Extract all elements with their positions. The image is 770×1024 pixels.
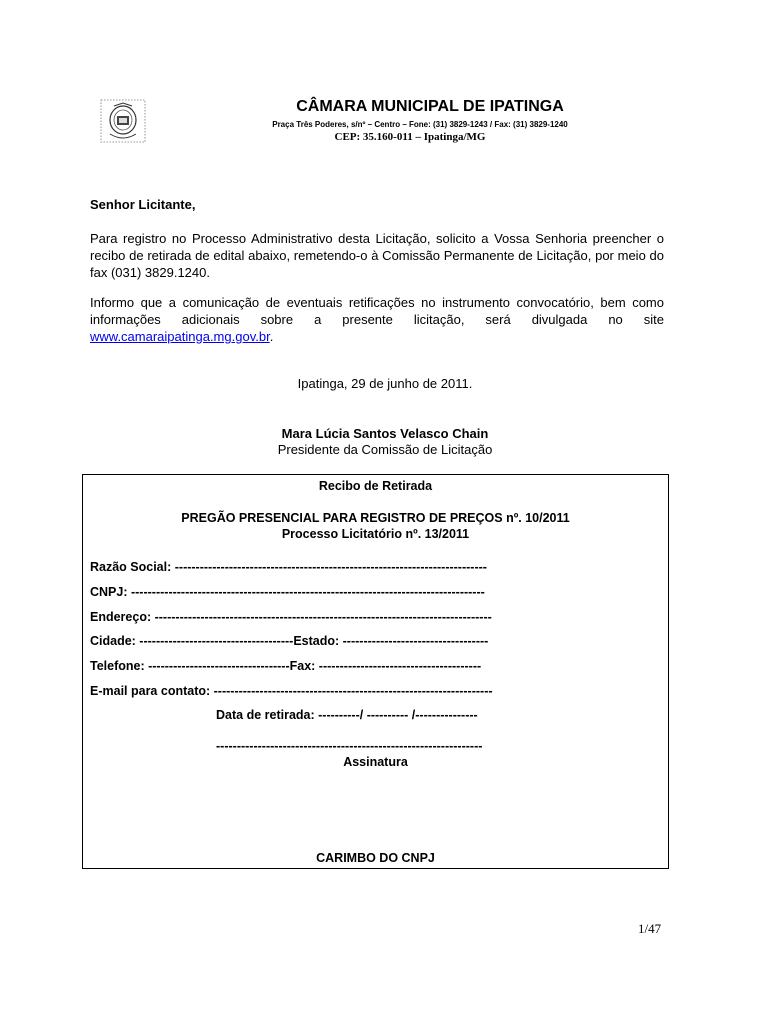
letter-paragraph-1: Para registro no Processo Administrativo desta Licitação, solicito a Vossa Senhoria preencher o recibo de retirada de edital abaixo, remetendo-o à Comissão Permanente de Licitação, por meio do fax (031) 3829.1240.: [90, 231, 664, 280]
data-retirada-field[interactable]: Data de retirada: ----------/ ---------- /---------------: [216, 708, 478, 722]
cnpj-field[interactable]: CNPJ: -------------------------------------------------------------------------------------: [90, 585, 485, 599]
letter-greeting: Senhor Licitante,: [90, 197, 196, 212]
website-link[interactable]: www.camaraipatinga.mg.gov.br: [90, 329, 270, 344]
paragraph-2-text: Informo que a comunicação de eventuais retificações no instrumento convocatório, bem como informações adicionais sobre a presente licitação, será divulgada no site: [90, 295, 664, 327]
chamber-title: CÂMARA MUNICIPAL DE IPATINGA: [296, 98, 564, 115]
paragraph-2-end: .: [269, 329, 274, 344]
signature-line[interactable]: ----------------------------------------------------------------: [216, 739, 483, 753]
endereco-field[interactable]: Endereço: ---------------------------------------------------------------------------------: [90, 610, 492, 624]
razao-social-field[interactable]: Razão Social: ---------------------------------------------------------------------------: [90, 560, 487, 574]
telefone-fax-field[interactable]: Telefone: ----------------------------------Fax: ---------------------------------------: [90, 659, 482, 673]
email-field[interactable]: E-mail para contato: -------------------------------------------------------------------: [90, 684, 493, 698]
cnpj-stamp-label: CARIMBO DO CNPJ: [316, 851, 435, 865]
cidade-estado-field[interactable]: Cidade: -------------------------------------Estado: -----------------------------------: [90, 634, 489, 648]
receipt-form-box: [82, 474, 669, 869]
signature-label: Assinatura: [343, 755, 408, 769]
receipt-pregao: PREGÃO PRESENCIAL PARA REGISTRO DE PREÇOS nº. 10/2011: [181, 511, 570, 525]
chamber-cep: CEP: 35.160-011 – Ipatinga/MG: [334, 131, 486, 143]
letter-paragraph-2: [90, 294, 664, 345]
receipt-processo: Processo Licitatório nº. 13/2011: [281, 527, 470, 541]
signer-role: Presidente da Comissão de Licitação: [277, 442, 493, 457]
letter-date: Ipatinga, 29 de junho de 2011.: [297, 376, 473, 391]
page-number: 1/47: [638, 921, 662, 936]
chamber-address: Praça Três Poderes, s/nº – Centro – Fone: (31) 3829-1243 / Fax: (31) 3829-1240: [272, 120, 568, 129]
receipt-title: Recibo de Retirada: [318, 479, 433, 493]
signer-name: Mara Lúcia Santos Velasco Chain: [281, 426, 489, 441]
